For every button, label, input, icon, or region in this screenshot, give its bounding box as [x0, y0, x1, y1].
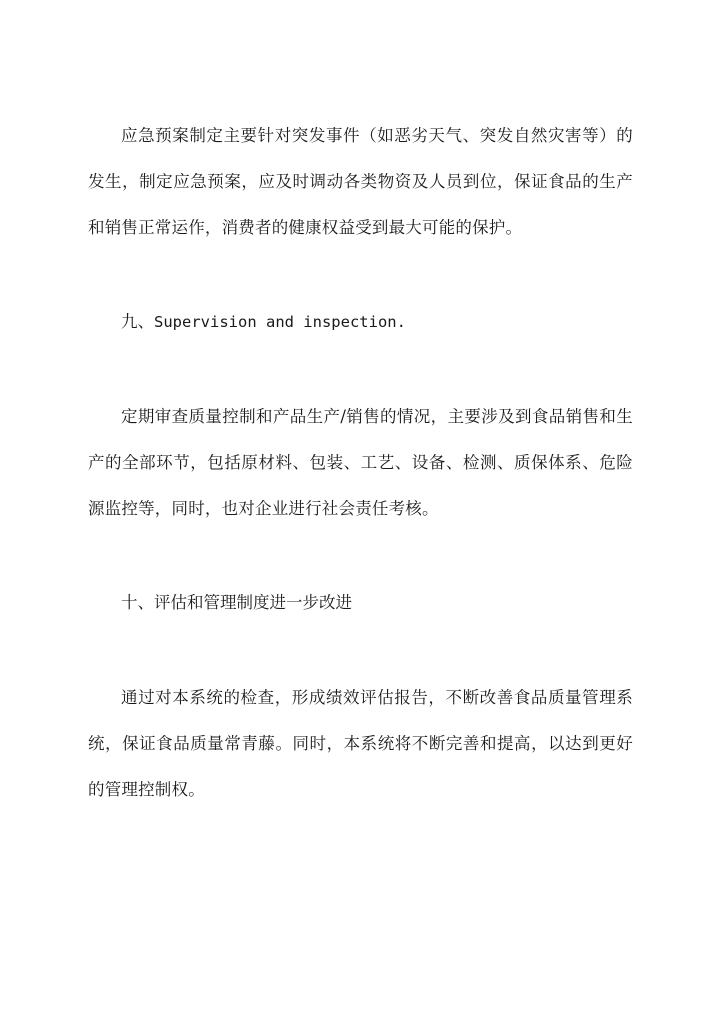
section-number: 九、 [121, 312, 154, 331]
section-heading-evaluation: 十、评估和管理制度进一步改进 [121, 593, 352, 612]
paragraph-performance-evaluation: 通过对本系统的检查，形成绩效评估报告，不断改善食品质量管理系统，保证食品质量常青藤。同时，本系统将不断完善和提高，以达到更好的管理控制权。 [88, 688, 633, 799]
section-heading-supervision [121, 310, 406, 334]
section-title: Supervision and inspection. [154, 313, 406, 331]
paragraph-periodic-review: 定期审查质量控制和产品生产/销售的情况，主要涉及到食品销售和生产的全部环节，包括原材料、包装、工艺、设备、检测、质保体系、危险源监控等，同时，也对企业进行社会责任考核。 [88, 407, 633, 518]
paragraph-emergency-plan: 应急预案制定主要针对突发事件（如恶劣天气、突发自然灾害等）的发生，制定应急预案，应及时调动各类物资及人员到位，保证食品的生产和销售正常运作，消费者的健康权益受到最大可能的保护。 [88, 126, 633, 237]
